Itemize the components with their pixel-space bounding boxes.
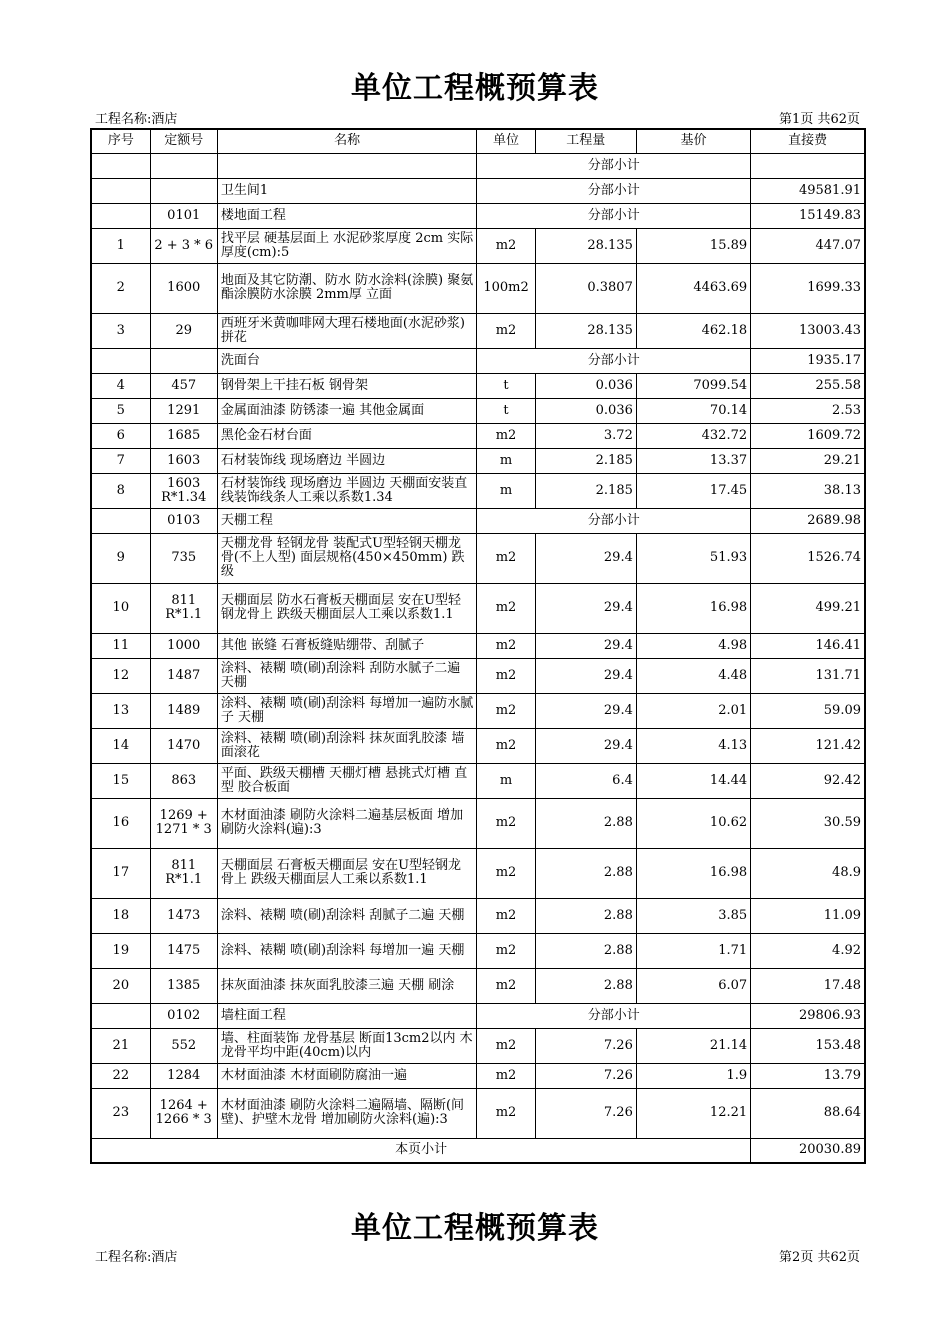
row-qty: 6.4 xyxy=(535,763,636,798)
row-qty: 29.4 xyxy=(535,693,636,728)
row-unit: m2 xyxy=(477,633,535,658)
row-qty: 2.185 xyxy=(535,448,636,473)
row-qty: 28.135 xyxy=(535,228,636,263)
row-name: 洗面台 xyxy=(217,348,477,373)
table-row xyxy=(91,313,865,348)
row-unit: m2 xyxy=(477,898,535,933)
row-cost: 1526.74 xyxy=(751,533,865,583)
table-row xyxy=(91,203,865,228)
row-name: 石材装饰线 现场磨边 半圆边 xyxy=(217,448,477,473)
row-price: 3.85 xyxy=(636,898,750,933)
header-unit: 单位 xyxy=(477,129,535,153)
row-qty: 3.72 xyxy=(535,423,636,448)
row-name: 木材面油漆 刷防火涂料二遍隔墙、隔断(间壁)、护壁木龙骨 增加刷防火涂料(遍):3 xyxy=(217,1088,477,1138)
row-name: 天棚面层 石膏板天棚面层 安在U型轻钢龙骨上 跌级天棚面层人工乘以系数1.1 xyxy=(217,848,477,898)
header-code: 定额号 xyxy=(150,129,217,153)
header-seq: 序号 xyxy=(91,129,150,153)
row-code: 0102 xyxy=(150,1003,217,1028)
row-unit: m2 xyxy=(477,728,535,763)
row-name: 西班牙米黄咖啡网大理石楼地面(水泥砂浆) 拼花 xyxy=(217,313,477,348)
row-price: 4.48 xyxy=(636,658,750,693)
row-seq xyxy=(91,153,150,178)
row-code: 29 xyxy=(150,313,217,348)
page-subtotal-label: 本页小计 xyxy=(91,1138,751,1163)
row-seq xyxy=(91,1003,150,1028)
row-code: 1603 R*1.34 xyxy=(150,473,217,508)
row-seq: 21 xyxy=(91,1028,150,1063)
row-code: 1291 xyxy=(150,398,217,423)
row-code: 552 xyxy=(150,1028,217,1063)
row-seq: 12 xyxy=(91,658,150,693)
row-name: 木材面油漆 木材面刷防腐油一遍 xyxy=(217,1063,477,1088)
row-code: 1473 xyxy=(150,898,217,933)
row-price: 4463.69 xyxy=(636,263,750,313)
row-seq xyxy=(91,203,150,228)
row-seq: 1 xyxy=(91,228,150,263)
row-price: 6.07 xyxy=(636,968,750,1003)
table-row xyxy=(91,398,865,423)
header-cost: 直接费 xyxy=(751,129,865,153)
row-price: 4.13 xyxy=(636,728,750,763)
row-name: 天棚面层 防水石膏板天棚面层 安在U型轻钢龙骨上 跌级天棚面层人工乘以系数1.1 xyxy=(217,583,477,633)
row-price: 2.01 xyxy=(636,693,750,728)
row-seq: 22 xyxy=(91,1063,150,1088)
row-cost: 2.53 xyxy=(751,398,865,423)
row-code: 1284 xyxy=(150,1063,217,1088)
row-cost: 255.58 xyxy=(751,373,865,398)
row-price: 14.44 xyxy=(636,763,750,798)
table-row xyxy=(91,658,865,693)
row-qty: 7.26 xyxy=(535,1088,636,1138)
row-name: 金属面油漆 防锈漆一遍 其他金属面 xyxy=(217,398,477,423)
row-name: 天棚龙骨 轻钢龙骨 装配式U型轻钢天棚龙骨(不上人型) 面层规格(450×450mm) 跌级 xyxy=(217,533,477,583)
row-seq: 11 xyxy=(91,633,150,658)
row-qty: 29.4 xyxy=(535,583,636,633)
row-seq: 7 xyxy=(91,448,150,473)
table-row xyxy=(91,153,865,178)
page-subtotal-value: 20030.89 xyxy=(751,1138,865,1163)
row-price: 1.71 xyxy=(636,933,750,968)
row-unit: m2 xyxy=(477,228,535,263)
row-price: 1.9 xyxy=(636,1063,750,1088)
row-code: 811 R*1.1 xyxy=(150,583,217,633)
row-seq: 23 xyxy=(91,1088,150,1138)
row-cost: 447.07 xyxy=(751,228,865,263)
page-title-2: 单位工程概预算表 xyxy=(351,1211,599,1246)
row-code: 863 xyxy=(150,763,217,798)
table-row xyxy=(91,693,865,728)
row-name: 天棚工程 xyxy=(217,508,477,533)
row-seq: 15 xyxy=(91,763,150,798)
row-cost: 499.21 xyxy=(751,583,865,633)
row-code: 735 xyxy=(150,533,217,583)
table-row xyxy=(91,373,865,398)
row-cost: 48.9 xyxy=(751,848,865,898)
row-cost: 92.42 xyxy=(751,763,865,798)
row-name: 黑伦金石材台面 xyxy=(217,423,477,448)
row-unit: m xyxy=(477,763,535,798)
table-row xyxy=(91,898,865,933)
row-name: 涂料、裱糊 喷(刷)刮涂料 每增加一遍防水腻子 天棚 xyxy=(217,693,477,728)
row-subtotal-label: 分部小计 xyxy=(477,178,751,203)
page-title: 单位工程概预算表 xyxy=(351,71,599,106)
table-row xyxy=(91,448,865,473)
row-cost: 131.71 xyxy=(751,658,865,693)
row-name: 涂料、裱糊 喷(刷)刮涂料 刮防水腻子二遍 天棚 xyxy=(217,658,477,693)
row-cost: 1935.17 xyxy=(751,348,865,373)
row-code: 1470 xyxy=(150,728,217,763)
row-cost: 38.13 xyxy=(751,473,865,508)
row-code: 0103 xyxy=(150,508,217,533)
row-seq: 3 xyxy=(91,313,150,348)
row-name: 找平层 硬基层面上 水泥砂浆厚度 2cm 实际厚度(cm):5 xyxy=(217,228,477,263)
row-code xyxy=(150,178,217,203)
table-row xyxy=(91,933,865,968)
row-code xyxy=(150,348,217,373)
row-unit: m xyxy=(477,473,535,508)
row-cost: 1699.33 xyxy=(751,263,865,313)
row-name: 涂料、裱糊 喷(刷)刮涂料 刮腻子二遍 天棚 xyxy=(217,898,477,933)
row-price: 4.98 xyxy=(636,633,750,658)
table-row xyxy=(91,1003,865,1028)
row-cost: 4.92 xyxy=(751,933,865,968)
row-seq: 17 xyxy=(91,848,150,898)
header-name: 名称 xyxy=(217,129,477,153)
table-row xyxy=(91,583,865,633)
row-code: 1385 xyxy=(150,968,217,1003)
row-seq: 14 xyxy=(91,728,150,763)
row-cost: 11.09 xyxy=(751,898,865,933)
row-unit: m2 xyxy=(477,798,535,848)
row-code: 1269 + 1271 * 3 xyxy=(150,798,217,848)
row-qty: 7.26 xyxy=(535,1063,636,1088)
row-unit: t xyxy=(477,373,535,398)
row-code: 1475 xyxy=(150,933,217,968)
row-qty: 2.88 xyxy=(535,798,636,848)
row-unit: m xyxy=(477,448,535,473)
row-qty: 29.4 xyxy=(535,728,636,763)
footer-row xyxy=(91,1138,865,1163)
table-row xyxy=(91,798,865,848)
table-row xyxy=(91,633,865,658)
row-qty: 0.036 xyxy=(535,398,636,423)
row-qty: 28.135 xyxy=(535,313,636,348)
row-cost: 17.48 xyxy=(751,968,865,1003)
row-name: 楼地面工程 xyxy=(217,203,477,228)
row-price: 12.21 xyxy=(636,1088,750,1138)
row-cost: 2689.98 xyxy=(751,508,865,533)
row-unit: m2 xyxy=(477,583,535,633)
row-unit: m2 xyxy=(477,1028,535,1063)
row-unit: m2 xyxy=(477,968,535,1003)
row-unit: m2 xyxy=(477,423,535,448)
row-cost: 49581.91 xyxy=(751,178,865,203)
row-unit: m2 xyxy=(477,933,535,968)
project-name: 工程名称:酒店 xyxy=(95,112,178,127)
row-seq: 5 xyxy=(91,398,150,423)
row-name: 卫生间1 xyxy=(217,178,477,203)
table-row xyxy=(91,763,865,798)
row-price: 7099.54 xyxy=(636,373,750,398)
header-row xyxy=(91,129,865,153)
table-row xyxy=(91,263,865,313)
row-cost: 88.64 xyxy=(751,1088,865,1138)
row-unit: m2 xyxy=(477,693,535,728)
row-seq: 8 xyxy=(91,473,150,508)
row-qty: 0.3807 xyxy=(535,263,636,313)
header-price: 基价 xyxy=(636,129,750,153)
row-cost xyxy=(751,153,865,178)
row-qty: 29.4 xyxy=(535,633,636,658)
row-unit: m2 xyxy=(477,1088,535,1138)
row-qty: 2.88 xyxy=(535,968,636,1003)
row-seq xyxy=(91,348,150,373)
row-qty: 29.4 xyxy=(535,658,636,693)
row-qty: 7.26 xyxy=(535,1028,636,1063)
row-code: 0101 xyxy=(150,203,217,228)
row-seq xyxy=(91,178,150,203)
table-row xyxy=(91,508,865,533)
row-subtotal-label: 分部小计 xyxy=(477,1003,751,1028)
row-code: 457 xyxy=(150,373,217,398)
row-name: 墙柱面工程 xyxy=(217,1003,477,1028)
table-row xyxy=(91,1088,865,1138)
row-seq: 6 xyxy=(91,423,150,448)
table-row xyxy=(91,533,865,583)
row-seq: 10 xyxy=(91,583,150,633)
row-unit: 100m2 xyxy=(477,263,535,313)
row-qty: 29.4 xyxy=(535,533,636,583)
table-row xyxy=(91,228,865,263)
row-price: 13.37 xyxy=(636,448,750,473)
row-seq xyxy=(91,508,150,533)
table-row xyxy=(91,968,865,1003)
row-code: 1603 xyxy=(150,448,217,473)
row-cost: 29.21 xyxy=(751,448,865,473)
row-seq: 19 xyxy=(91,933,150,968)
row-price: 462.18 xyxy=(636,313,750,348)
row-qty: 0.036 xyxy=(535,373,636,398)
table-row xyxy=(91,423,865,448)
page-number: 第1页 共62页 xyxy=(779,112,860,127)
row-cost: 59.09 xyxy=(751,693,865,728)
row-cost: 153.48 xyxy=(751,1028,865,1063)
row-qty: 2.88 xyxy=(535,898,636,933)
row-price: 51.93 xyxy=(636,533,750,583)
row-unit: m2 xyxy=(477,1063,535,1088)
row-price: 17.45 xyxy=(636,473,750,508)
row-unit: m2 xyxy=(477,658,535,693)
row-cost: 1609.72 xyxy=(751,423,865,448)
row-seq: 9 xyxy=(91,533,150,583)
row-name: 钢骨架上干挂石板 钢骨架 xyxy=(217,373,477,398)
row-cost: 13.79 xyxy=(751,1063,865,1088)
row-seq: 13 xyxy=(91,693,150,728)
row-name: 涂料、裱糊 喷(刷)刮涂料 每增加一遍 天棚 xyxy=(217,933,477,968)
header-qty: 工程量 xyxy=(535,129,636,153)
row-name: 平面、跌级天棚槽 天棚灯槽 悬挑式灯槽 直型 胶合板面 xyxy=(217,763,477,798)
row-code xyxy=(150,153,217,178)
row-name xyxy=(217,153,477,178)
row-seq: 18 xyxy=(91,898,150,933)
table-row xyxy=(91,848,865,898)
table-row xyxy=(91,1028,865,1063)
row-code: 1000 xyxy=(150,633,217,658)
row-subtotal-label: 分部小计 xyxy=(477,203,751,228)
row-code: 1600 xyxy=(150,263,217,313)
table-row xyxy=(91,728,865,763)
row-price: 10.62 xyxy=(636,798,750,848)
row-price: 70.14 xyxy=(636,398,750,423)
row-qty: 2.88 xyxy=(535,933,636,968)
row-cost: 29806.93 xyxy=(751,1003,865,1028)
table-row xyxy=(91,348,865,373)
budget-table xyxy=(90,128,866,1164)
row-seq: 20 xyxy=(91,968,150,1003)
table-row xyxy=(91,1063,865,1088)
row-name: 地面及其它防潮、防水 防水涂料(涂膜) 聚氨酯涂膜防水涂膜 2mm厚 立面 xyxy=(217,263,477,313)
row-code: 1264 + 1266 * 3 xyxy=(150,1088,217,1138)
row-seq: 4 xyxy=(91,373,150,398)
row-code: 1487 xyxy=(150,658,217,693)
row-code: 2 + 3 * 6 xyxy=(150,228,217,263)
row-price: 16.98 xyxy=(636,848,750,898)
row-cost: 13003.43 xyxy=(751,313,865,348)
row-cost: 146.41 xyxy=(751,633,865,658)
row-name: 石材装饰线 现场磨边 半圆边 天棚面安装直线装饰线条人工乘以系数1.34 xyxy=(217,473,477,508)
row-unit: m2 xyxy=(477,533,535,583)
row-code: 1489 xyxy=(150,693,217,728)
row-unit: m2 xyxy=(477,313,535,348)
row-qty: 2.88 xyxy=(535,848,636,898)
row-name: 抹灰面油漆 抹灰面乳胶漆三遍 天棚 刷涂 xyxy=(217,968,477,1003)
row-subtotal-label: 分部小计 xyxy=(477,508,751,533)
project-name-2: 工程名称:酒店 xyxy=(95,1250,178,1265)
row-price: 15.89 xyxy=(636,228,750,263)
row-price: 432.72 xyxy=(636,423,750,448)
row-subtotal-label: 分部小计 xyxy=(477,153,751,178)
page-number-2: 第2页 共62页 xyxy=(779,1250,860,1265)
row-code: 811 R*1.1 xyxy=(150,848,217,898)
row-unit: m2 xyxy=(477,848,535,898)
row-seq: 16 xyxy=(91,798,150,848)
row-subtotal-label: 分部小计 xyxy=(477,348,751,373)
row-qty: 2.185 xyxy=(535,473,636,508)
row-name: 涂料、裱糊 喷(刷)刮涂料 抹灰面乳胶漆 墙面滚花 xyxy=(217,728,477,763)
row-name: 木材面油漆 刷防火涂料二遍基层板面 增加刷防火涂料(遍):3 xyxy=(217,798,477,848)
row-name: 墙、柱面装饰 龙骨基层 断面13cm2以内 木龙骨平均中距(40cm)以内 xyxy=(217,1028,477,1063)
row-cost: 30.59 xyxy=(751,798,865,848)
row-cost: 15149.83 xyxy=(751,203,865,228)
row-seq: 2 xyxy=(91,263,150,313)
row-cost: 121.42 xyxy=(751,728,865,763)
row-name: 其他 嵌缝 石膏板缝贴绷带、刮腻子 xyxy=(217,633,477,658)
table-row xyxy=(91,473,865,508)
row-unit: t xyxy=(477,398,535,423)
table-row xyxy=(91,178,865,203)
row-price: 21.14 xyxy=(636,1028,750,1063)
row-code: 1685 xyxy=(150,423,217,448)
row-price: 16.98 xyxy=(636,583,750,633)
